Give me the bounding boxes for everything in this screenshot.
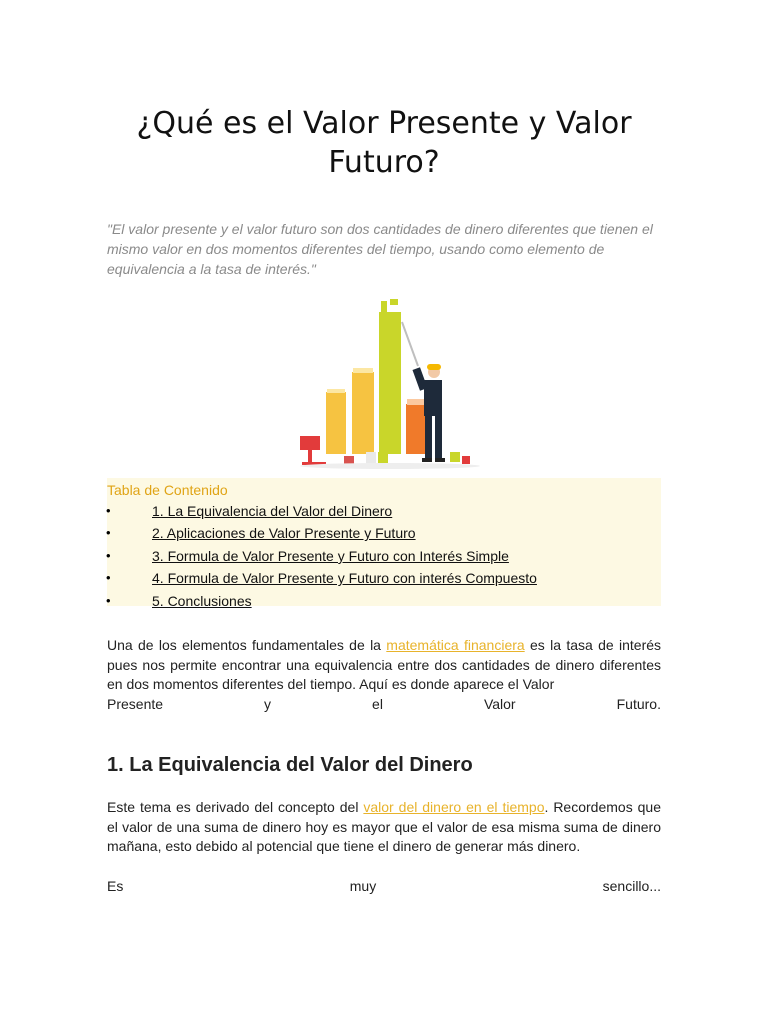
word: el (372, 695, 383, 712)
word: Presente (107, 695, 164, 712)
section-paragraph (107, 798, 661, 857)
toc-title: Tabla de Contenido (107, 482, 228, 498)
word: Futuro. (616, 695, 661, 712)
list-item (107, 567, 661, 589)
toc-link-4[interactable]: 4. Formula de Valor Presente y Futuro con interés Compuesto (152, 570, 537, 587)
toc-link-2[interactable]: 2. Aplicaciones de Valor Presente y Futuro (152, 525, 416, 542)
section-text-before: Este tema es derivado del concepto del (107, 799, 364, 815)
intro-text (107, 636, 661, 695)
bullet-icon: • (106, 525, 111, 541)
matematica-financiera-link[interactable]: matemática financiera (386, 637, 525, 653)
intro-paragraph (107, 636, 661, 714)
word: Es (107, 878, 124, 894)
page-title: ¿Qué es el Valor Presente y Valor Futuro? (136, 106, 632, 180)
toc-link-1[interactable]: 1. La Equivalencia del Valor del Dinero (152, 503, 393, 519)
word: muy (349, 878, 377, 894)
bullet-icon: • (106, 503, 111, 518)
bullet-icon: • (106, 592, 111, 608)
bullet-icon: • (106, 570, 111, 586)
list-item (107, 590, 661, 612)
bar-chart-worker-illustration (290, 296, 490, 470)
intro-last-line (107, 695, 661, 715)
word: Valor (483, 695, 516, 712)
list-item (107, 522, 661, 544)
list-item (107, 500, 661, 522)
section-heading: 1. La Equivalencia del Valor del Dinero (107, 754, 473, 776)
table-of-contents (106, 478, 661, 609)
bullet-icon: • (106, 547, 111, 563)
section-text-after: . Recordemos que el valor de una suma de dinero hoy es mayor que el valor de esa misma suma de dinero mañana, esto debido al potencial que tiene el dinero de generar más dinero. (107, 799, 661, 854)
word: sencillo... (602, 878, 661, 894)
intro-text-after: es la tasa de interés pues nos permite encontrar una equivalencia entre dos cantidades de dinero diferentes en dos momentos diferentes del tiempo. Aquí es donde aparece el Valor (107, 637, 662, 692)
intro-quote: "El valor presente y el valor futuro son dos cantidades de dinero diferentes que tienen el mismo valor en dos momentos diferentes del tiempo, usando como elemento de equivalencia a la tasa de interés." (107, 221, 653, 277)
toc-link-3[interactable]: 3. Formula de Valor Presente y Futuro con Interés Simple (152, 547, 509, 564)
word: y (264, 695, 272, 712)
toc-list (107, 500, 661, 612)
section-last-line (107, 877, 661, 897)
intro-text-before: Una de los elementos fundamentales de la (107, 637, 387, 653)
section-text (107, 798, 661, 857)
valor-dinero-tiempo-link[interactable]: valor del dinero en el tiempo (363, 799, 545, 815)
list-item (107, 545, 661, 567)
toc-link-5[interactable]: 5. Conclusiones (152, 592, 252, 609)
